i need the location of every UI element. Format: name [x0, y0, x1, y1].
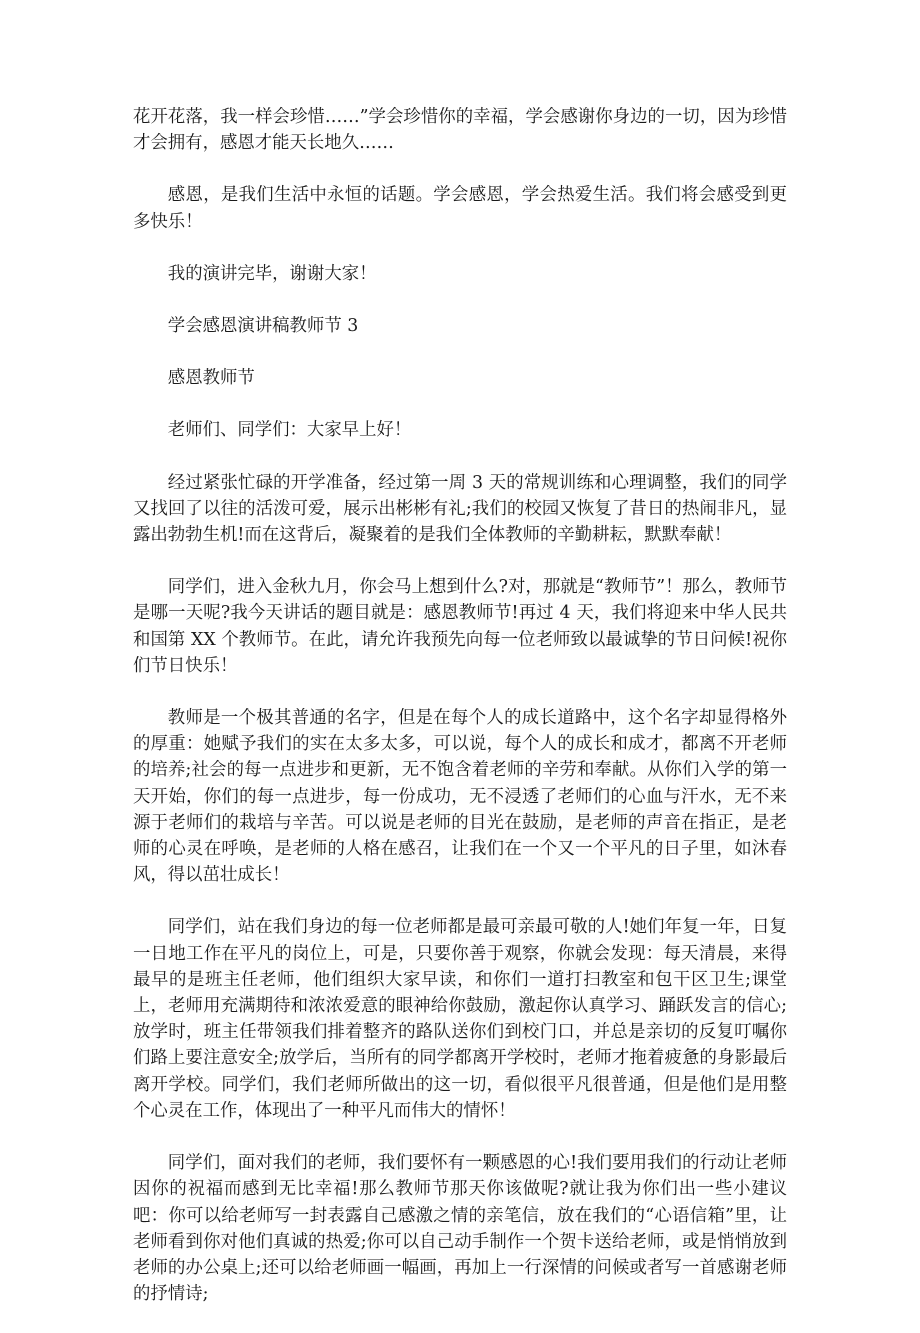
speech-greeting: 老师们、同学们：大家早上好！ — [167, 420, 412, 441]
section-title: 学会感恩演讲稿教师节 3 — [167, 316, 359, 337]
paragraph-continuation: 花开花落，我一样会珍惜……”学会珍惜你的幸福，学会感谢你身边的一切，因为珍惜才会拥有，感恩才能天长地久…… — [133, 107, 787, 154]
speech-title: 感恩教师节 — [167, 368, 255, 389]
paragraph-suggestions: 同学们，面对我们的老师，我们要怀有一颗感恩的心!我们要用我们的行动让老师因你的祝福而感到无比幸福!那么教师节那天你该做呢?就让我为你们出一些小建议吧：你可以给老师写一封表露自己感激之情的亲笔信，放在我们的“心语信箱”里，让老师看到你对他们真诚的热爱;你可以自己动手制作一个贺卡送给老师，或是悄悄放到老师的办公桌上;还可以给老师画一幅画，再加上一行深情的问候或者写一首感谢老师的抒情诗; — [133, 1153, 787, 1305]
paragraph-teacher-role: 教师是一个极其普通的名字，但是在每个人的成长道路中，这个名字却显得格外的厚重：她赋予我们的实在太多太多，可以说，每个人的成长和成才，都离不开老师的培养;社会的每一点进步和更新，无不饱含着老师的辛劳和奉献。从你们入学的第一天开始，你们的每一点进步，每一份成功，无不浸透了老师们的心血与汗水，无不来源于老师们的栽培与辛苦。可以说是老师的目光在鼓励，是老师的声音在指正，是老师的心灵在呼唤，是老师的人格在感召，让我们在一个又一个平凡的日子里，如沐春风，得以茁壮成长！ — [133, 708, 787, 886]
paragraph-school-start: 经过紧张忙碌的开学准备，经过第一周 3 天的常规训练和心理调整，我们的同学又找回了以往的活泼可爱，展示出彬彬有礼;我们的校园又恢复了昔日的热闹非凡，显露出勃勃生机!而在这背后，凝聚着的是我们全体教师的辛勤耕耘，默默奉献！ — [133, 472, 787, 546]
paragraph-gratitude-topic: 感恩，是我们生活中永恒的话题。学会感恩，学会热爱生活。我们将会感受到更多快乐！ — [133, 185, 787, 232]
paragraph-speech-end: 我的演讲完毕，谢谢大家！ — [167, 263, 377, 284]
document-page — [133, 104, 787, 1333]
paragraph-teacher-daily: 同学们，站在我们身边的每一位老师都是最可亲最可敬的人!她们年复一年，日复一日地工作在平凡的岗位上，可是，只要你善于观察，你就会发现：每天清晨，来得最早的是班主任老师，他们组织大家早读，和你们一道打扫教室和包干区卫生;课堂上，老师用充满期待和浓浓爱意的眼神给你鼓励，激起你认真学习、踊跃发言的信心;放学时，班主任带领我们排着整齐的路队送你们到校门口，并总是亲切的反复叮嘱你们路上要注意安全;放学后，当所有的同学都离开学校时，老师才拖着疲惫的身影最后离开学校。同学们，我们老师所做出的这一切，看似很平凡很普通，但是他们是用整个心灵在工作，体现出了一种平凡而伟大的情怀！ — [133, 917, 787, 1121]
paragraph-teachers-day: 同学们，进入金秋九月，你会马上想到什么?对，那就是“教师节”！那么，教师节是哪一天呢?我今天讲话的题目就是：感恩教师节!再过 4 天，我们将迎来中华人民共和国第 XX 个教师节。在此，请允许我预先向每一位老师致以最诚挚的节日问候!祝你们节日快乐！ — [133, 577, 787, 676]
